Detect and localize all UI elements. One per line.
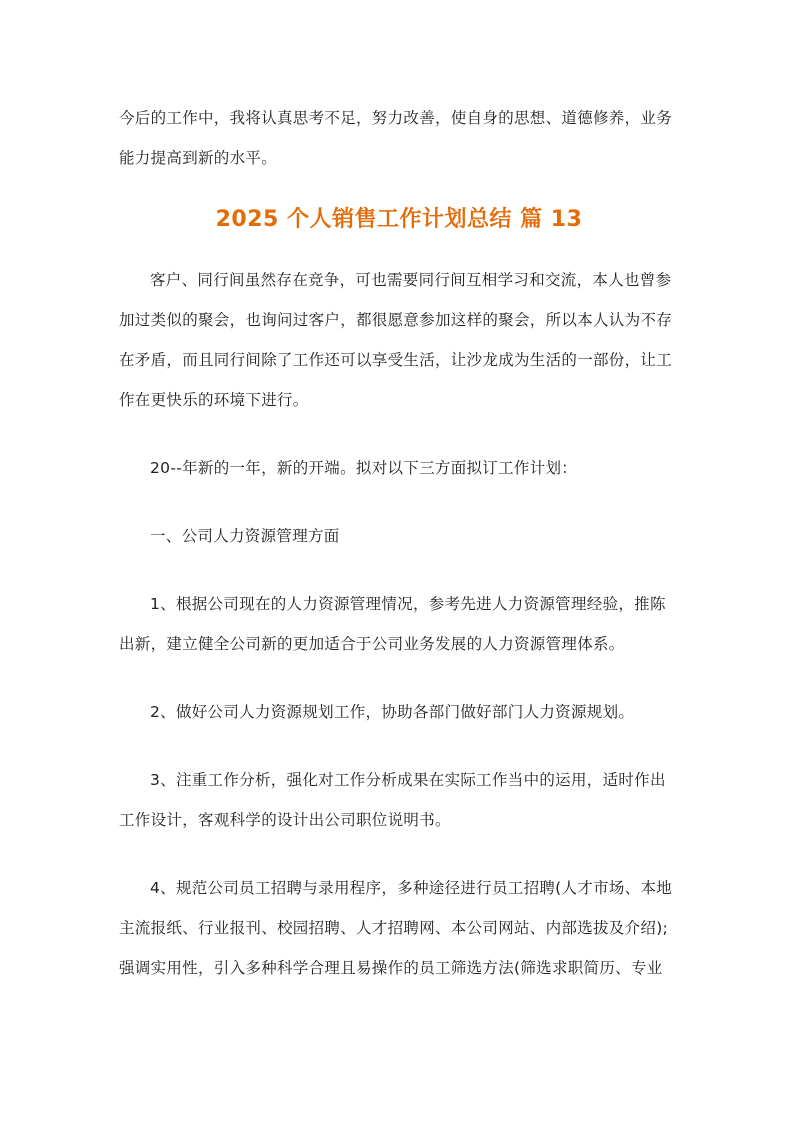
- paragraph-item-3: 3、注重工作分析，强化对工作分析成果在实际工作当中的运用，适时作出工作设计，客观科学的设计出公司职位说明书。: [119, 771, 666, 829]
- paragraph-competition: 客户、同行间虽然存在竞争，可也需要同行间互相学习和交流，本人也曾参加过类似的聚会，也询问过客户，都很愿意参加这样的聚会，所以本人认为不存在矛盾，而且同行间除了工作还可以享受生活，让沙龙成为生活的一部份，让工作在更快乐的环境下进行。: [119, 271, 673, 409]
- document-body: [119, 98, 679, 988]
- paragraph-item-2: 2、做好公司人力资源规划工作，协助各部门做好部门人力资源规划。: [150, 703, 635, 721]
- intro-paragraph: 今后的工作中，我将认真思考不足，努力改善，使自身的思想、道德修养，业务能力提高到新的水平。: [119, 109, 673, 167]
- section-title: 2025 个人销售工作计划总结 篇 13: [215, 207, 583, 232]
- paragraph-item-4: 4、规范公司员工招聘与录用程序，多种途径进行员工招聘(人才市场、本地主流报纸、行业报刊、校园招聘、人才招聘网、本公司网站、内部选拔及介绍);强调实用性，引入多种科学合理且易操作的员工筛选方法(筛选求职简历、专业: [119, 879, 673, 977]
- paragraph-new-year-plan: 20--年新的一年，新的开端。拟对以下三方面拟订工作计划：: [150, 459, 578, 477]
- paragraph-item-1: 1、根据公司现在的人力资源管理情况，参考先进人力资源管理经验，推陈出新，建立健全公司新的更加适合于公司业务发展的人力资源管理体系。: [119, 595, 666, 653]
- paragraph-section-hr: 一、公司人力资源管理方面: [150, 527, 340, 545]
